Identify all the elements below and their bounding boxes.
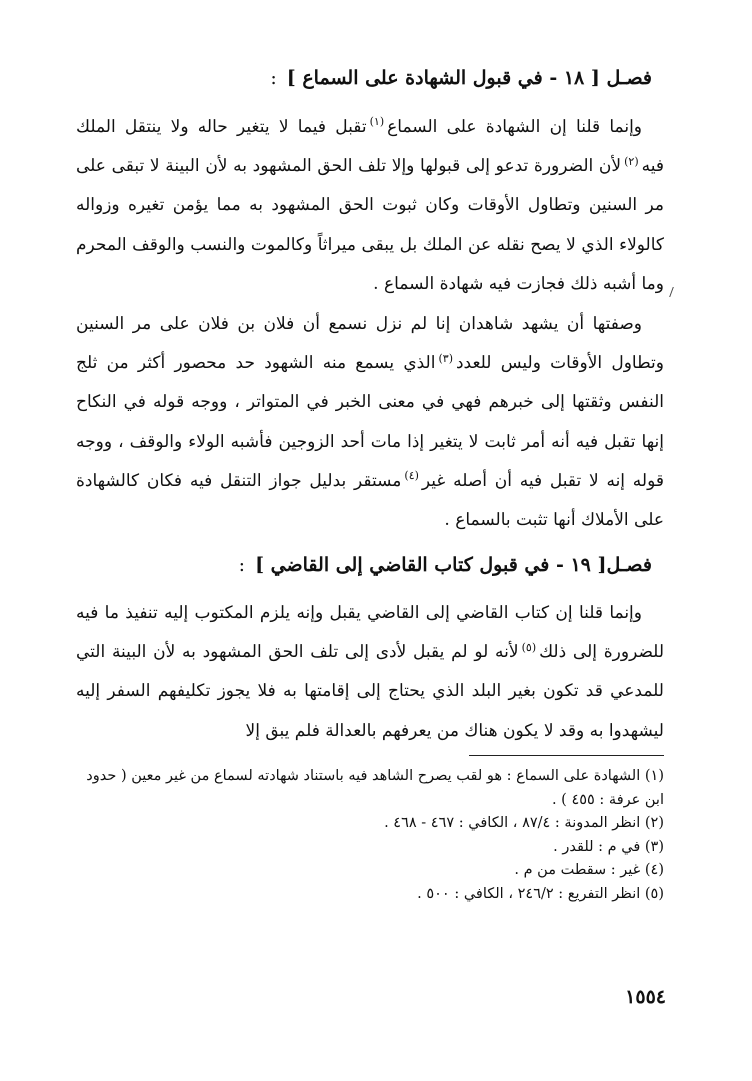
page-number: ١٥٥٤ <box>625 986 666 1008</box>
margin-mark <box>669 287 682 297</box>
text-run: لأن الضرورة تدعو إلى قبولها وإلا تلف الحق المشهود به لأن البينة لا تبقى على مر السنين وتطاول الأوقات وكان ثبوت الحق المشهود به مما يؤمن تغيره وزواله كالولاء الذي لا يصح نقله عن الملك بل يبقى ميراثاً وكالموت والنسب والوقف المحرم وما أشبه ذلك فجازت فيه شهادة السماع . <box>76 156 664 294</box>
footnotes <box>76 765 664 906</box>
section-18-heading <box>60 63 652 93</box>
footnote-ref-3: (٣) <box>438 351 453 365</box>
footnote-2: (٢) انظر المدونة : ٨٧/٤ ، الكافي : ٤٦٧ - ٤٦٨ . <box>384 815 664 831</box>
text-run: وإنما قلنا إن الشهادة على السماع <box>387 117 643 137</box>
text-run: تقبل فيما لا يتغير حاله ولا ينتقل الملك فيه <box>76 117 664 177</box>
section-18-paragraph-2 <box>76 305 664 540</box>
section-19-paragraph-1 <box>76 594 664 751</box>
section-18-colon: : <box>270 67 277 89</box>
section-19-colon: : <box>238 554 246 576</box>
footnote-ref-1: (١) <box>369 115 385 129</box>
section-18-paragraph-1 <box>76 108 664 304</box>
text-run: وصفتها أن يشهد شاهدان إنا لم نزل نسمع أن فلان بن فلان على مر السنين وتطاول الأوقات وليس للعدد <box>76 314 664 374</box>
text-run: مستقر بدليل جواز التنقل فيه فكان كالشهادة على الأملاك أنها تثبت بالسماع . <box>76 470 664 531</box>
text-run: لأنه لو لم يقبل لأدى إلى تلف الحق المشهود به لأن البينة التي للمدعي قد تكون بغير البلد الذي يحتاج إلى إقامتها به فلا يجوز تكليفهم السفر إليه ليشهدوا به وقد لا يكون هناك من يعرفهم بالعدالة فلم يبق إلا <box>76 642 664 741</box>
footnote-5: (٥) انظر التفريع : ٢٤٦/٢ ، الكافي : ٥٠٠ . <box>417 885 664 902</box>
footnote-1: (١) الشهادة على السماع : هو لقب يصرح الشاهد فيه باستناد شهادته لسماع من غير معين ( حدود ابن عرفة : ٤٥٥ ) . <box>86 768 664 808</box>
footnote-ref-2: (٢) <box>624 154 639 168</box>
text-run: الذي يسمع منه الشهود حد محصور أكثر من ثلج النفس وثقتها إلى خبرهم فهي في معنى الخبر في المتواتر ، ووجه قوله في النكاح إنها تقبل فيه أنه أمر ثابت لا يتغير إذا مات أحد الزوجين فأشبه الولاء والوقف ، ووجه قوله إنه لا تقبل فيه أن أصله غير <box>76 353 664 491</box>
section-19-heading <box>60 550 652 580</box>
section-18-title: فصـل [ ١٨ - في قبول الشهادة على السماع ] <box>286 67 652 89</box>
footnote-ref-4: (٤) <box>404 469 419 483</box>
text-run: وإنما قلنا إن كتاب القاضي إلى القاضي يقبل وإنه يلزم المكتوب إليه تنفيذ ما فيه للضرورة إلى ذلك <box>76 603 664 663</box>
footnote-ref-5: (٥) <box>521 640 537 654</box>
section-19-title: فصـل[ ١٩ - في قبول كتاب القاضي إلى القاضي ] <box>255 554 652 576</box>
footnote-4: (٤) غير : سقطت من م . <box>514 862 664 878</box>
footnote-3: (٣) في م : للقدر . <box>553 838 664 855</box>
footnote-divider <box>469 755 664 756</box>
